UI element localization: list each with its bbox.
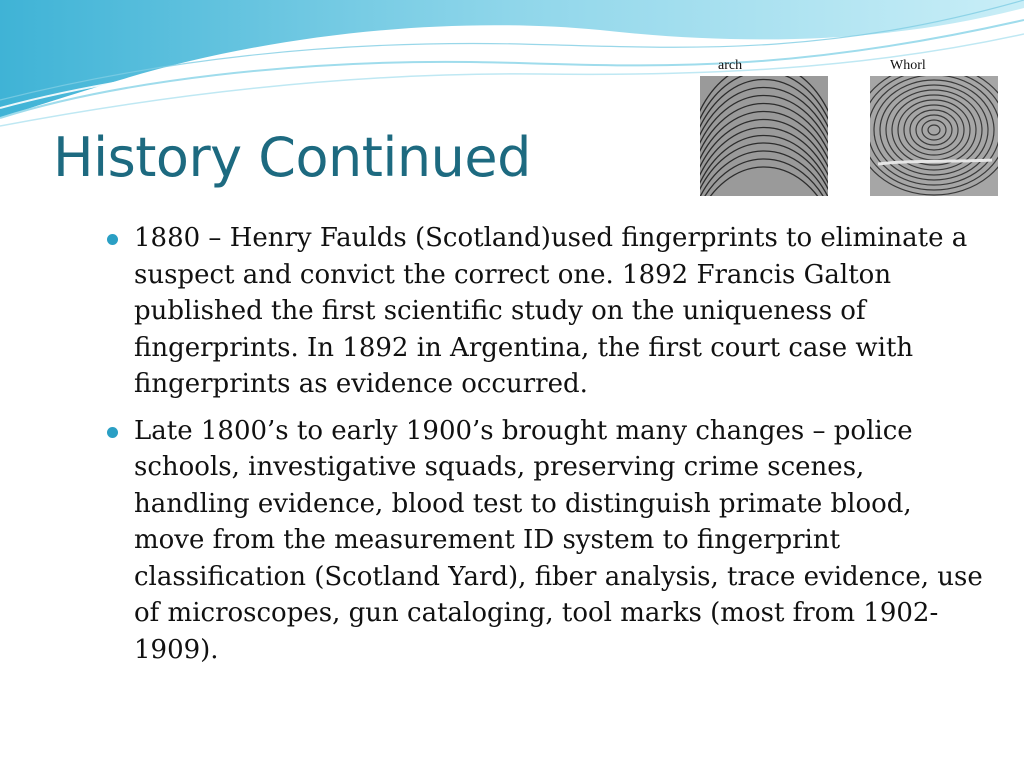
- bullet-text: 1880 – Henry Faulds (Scotland)used fingerprints to eliminate a suspect and convict the correct one. 1892 Francis Galton published the first scientific study on the uniqueness of fingerprints. In 1892 in Argentina, the first court case with fingerprints as evidence occurred.: [134, 223, 968, 399]
- bullet-item: [104, 220, 984, 403]
- bullet-item: [104, 413, 984, 669]
- bullet-point-icon: [107, 427, 118, 438]
- bullet-list: [104, 220, 984, 678]
- whorl-fingerprint-icon: [870, 76, 998, 196]
- slide-title: History Continued: [53, 126, 531, 189]
- whorl-caption: Whorl: [890, 58, 926, 73]
- arch-caption: arch: [718, 58, 743, 73]
- bullet-point-icon: [107, 234, 118, 245]
- bullet-text: Late 1800’s to early 1900’s brought many changes – police schools, investigative squads, preserving crime scenes, handling evidence, blood test to distinguish primate blood, move from the measurement ID system to fingerprint classification (Scotland Yard), fiber analysis, trace evidence, use of microscopes, gun cataloging, tool marks (most from 1902-1909).: [134, 415, 983, 665]
- arch-fingerprint-icon: [700, 76, 828, 196]
